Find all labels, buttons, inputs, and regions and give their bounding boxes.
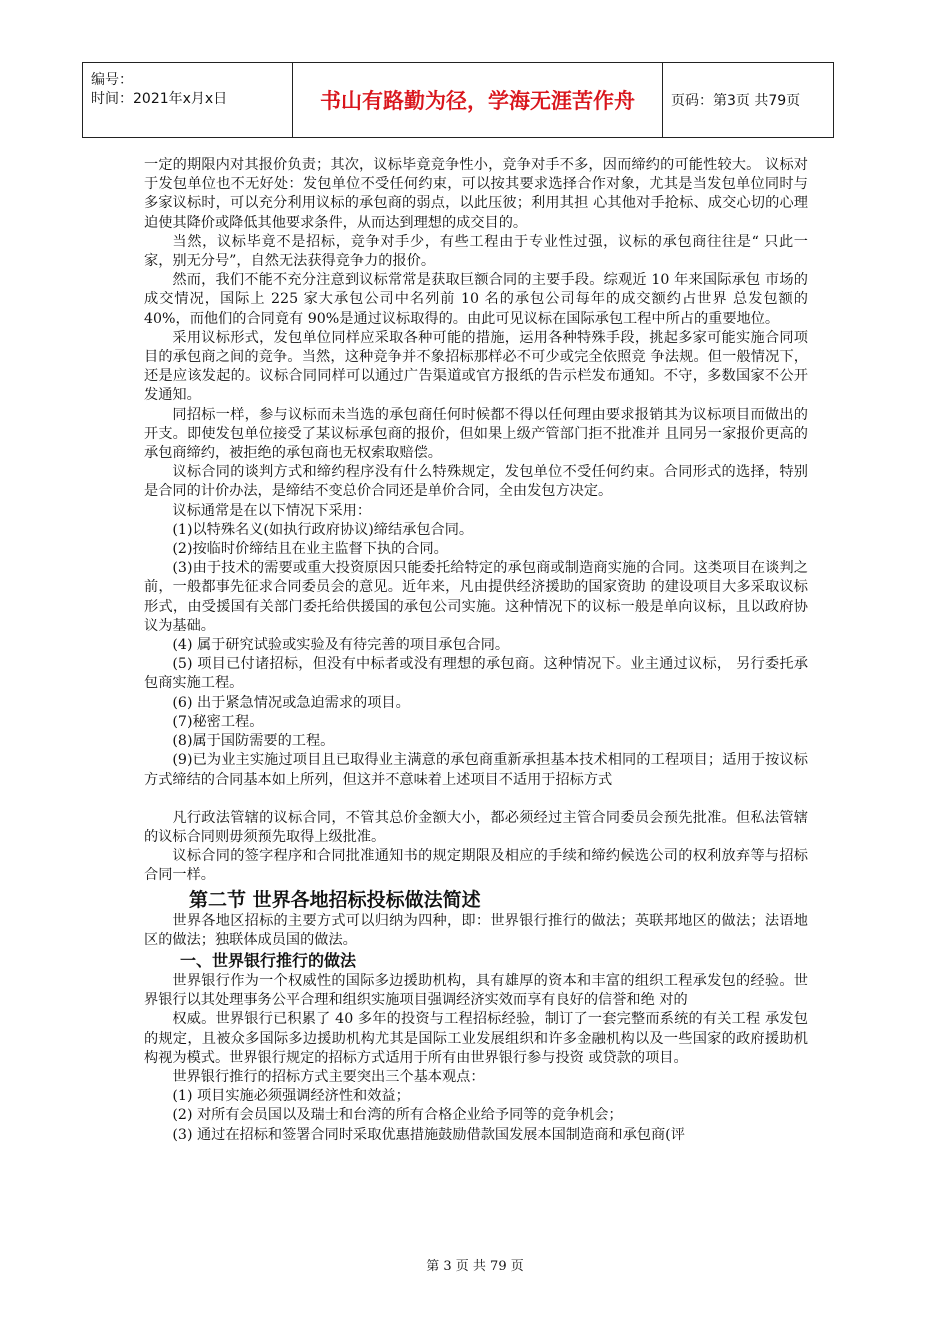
paragraph: 同招标一样，参与议标而未当选的承包商任何时候都不得以任何理由要求报销其为议标项目而做出的开支。即使发包单位接受了某议标承包商的报价，但如果上级产管部门拒不批准并 且同另一家报价更高的承包商缔约，被拒绝的承包商也无权索取赔偿。 (144, 406, 808, 462)
paragraph: 然而，我们不能不充分注意到议标常常是获取巨额合同的主要手段。综观近 10 年来国际承包 市场的成交情况，国际上 225 家大承包公司中名列前 10 名的承包公司每年的成交额约占世界 总发包额的 40%，而他们的合同竟有 90%是通过议标取得的。由此可见议标在国际承包工程中所占的重要地位。 (144, 272, 808, 327)
paragraph: 采用议标形式，发包单位同样应采取各种可能的措施，运用各种特殊手段，挑起多家可能实施合同项目的承包商之间的竞争。当然，这种竞争并不象招标那样必不可少或完全依照竞 争法规。但一般情况下，还是应该发起的。议标合同同样可以通过广告渠道或官方报纸的告示栏发布通知。不守，多数国家不公开发通知。 (144, 329, 808, 404)
paragraph: 权威。世界银行已积累了 40 多年的投资与工程招标经验，制订了一套完整而系统的有关工程 承发包的规定，且被众多国际多边援助机构尤其是国际工业发展组织和许多金融机构以及一些国家的政府援助机构视为模式。世界银行规定的招标方式适用于所有由世界银行参与投资 或贷款的项目。 (144, 1011, 808, 1066)
header-info (83, 63, 293, 137)
paragraph: (3) 通过在招标和签署合同时采取优惠措施鼓励借款国发展本国制造商和承包商(评 (172, 1126, 685, 1143)
paragraph-group-4 (144, 972, 808, 1145)
paragraph: 一定的期限内对其报价负责；其次，议标毕竟竞争性小，竞争对手不多，因而缔约的可能性较大。 议标对于发包单位也不无好处：发包单位不受任何约束，可以按其要求选择合作对象，尤其是当发包单位同时与多家议标时，可以充分利用议标的承包商的弱点，以此压彼；利用其担 心其他对手抢标、成交心切的心理迫使其降价或降低其他要求条件，从而达到理想的成交目的。 (144, 157, 808, 231)
paragraph: 当然，议标毕竟不是招标，竞争对手少，有些工程由于专业性过强，议标的承包商往往是“ 只此一家，别无分号”，自然无法获得竞争力的报价。 (144, 233, 808, 270)
paragraph-group-1 (144, 156, 808, 790)
paragraph: 议标合同的签字程序和合同批准通知书的规定期限及相应的手续和缔约候选公司的权利放弃等与招标合同一样。 (144, 848, 808, 884)
paragraph: (8)属于国防需要的工程。 (172, 733, 335, 750)
section-title: 第二节 世界各地招标投标做法简述 (189, 888, 481, 911)
document-time-label: 时间：2021年x月x日 (91, 91, 228, 107)
paragraph: (9)已为业主实施过项目且已取得业主满意的承包商重新承担基本技术相同的工程项目；适用于按议标方式缔结的合同基本如上所列，但这并不意味着上述项目不适用于招标方式 (144, 752, 808, 788)
paragraph: (1)以特殊名义(如执行政府协议)缔结承包合同。 (172, 521, 474, 538)
page-header (82, 62, 834, 138)
paragraph: (6) 出于紧急情况或急迫需求的项目。 (172, 694, 410, 711)
paragraph: (4) 属于研究试验或实验及有待完善的项目承包合同。 (172, 637, 510, 654)
paragraph-group-3 (144, 912, 808, 950)
page-footer: 第 3 页 共 79 页 (426, 1259, 524, 1274)
paragraph: (1) 项目实施必须强调经济性和效益； (172, 1088, 410, 1105)
paragraph: 世界银行推行的招标方式主要突出三个基本观点： (172, 1068, 485, 1085)
paragraph: (3)由于技术的需要或重大投资原因只能委托给特定的承包商或制造商实施的合同。这类项目在谈判之前，一般都事先征求合同委员会的意见。近年来，凡由提供经济援助的国家资助 的建设项目大多采取议标形式，由受援国有关部门委托给供援国的承包公司实施。这种情况下的议标一般是单向议标，且以政府协议为基础。 (144, 560, 808, 634)
paragraph: 议标合同的谈判方式和缔约程序没有什么特殊规定，发包单位不受任何约束。合同形式的选择，特别是合同的计价办法，是缔结不变总价合同还是单价合同，全由发包方决定。 (144, 464, 808, 500)
document-body (144, 156, 808, 1145)
paragraph: (5) 项目已付诸招标，但没有中标者或没有理想的承包商。这种情况下。业主通过议标， 另行委托承包商实施工程。 (144, 656, 808, 692)
paragraph: (7)秘密工程。 (172, 713, 264, 730)
paragraph: (2) 对所有会员国以及瑞士和台湾的所有合格企业给予同等的竞争机会； (172, 1107, 623, 1124)
paragraph: (2)按临时价缔结且在业主监督下执的合同。 (172, 541, 448, 558)
paragraph: 世界各地区招标的主要方式可以归纳为四种，即：世界银行推行的做法；英联邦地区的做法；法语地区的做法；独联体成员国的做法。 (144, 912, 808, 948)
paragraph-group-2 (144, 809, 808, 886)
document-number-label: 编号： (91, 72, 133, 88)
paragraph: 议标通常是在以下情况下采用： (172, 502, 372, 519)
paragraph: 凡行政法管辖的议标合同，不管其总价金额大小，都必须经过主管合同委员会预先批准。但私法管辖的议标合同则毋须预先取得上级批准。 (144, 809, 808, 845)
subsection-title: 一、世界银行推行的做法 (180, 950, 357, 970)
paragraph: 世界银行作为一个权威性的国际多边援助机构，具有雄厚的资本和丰富的组织工程承发包的经验。世界银行以其处理事务公平合理和组织实施项目强调经济实效而享有良好的信誉和绝 对的 (144, 972, 808, 1009)
header-motto: 书山有路勤为径，学海无涯苦作舟 (293, 63, 663, 137)
blank-line (144, 790, 808, 809)
header-page-label: 页码：第3页 共79页 (671, 93, 801, 109)
